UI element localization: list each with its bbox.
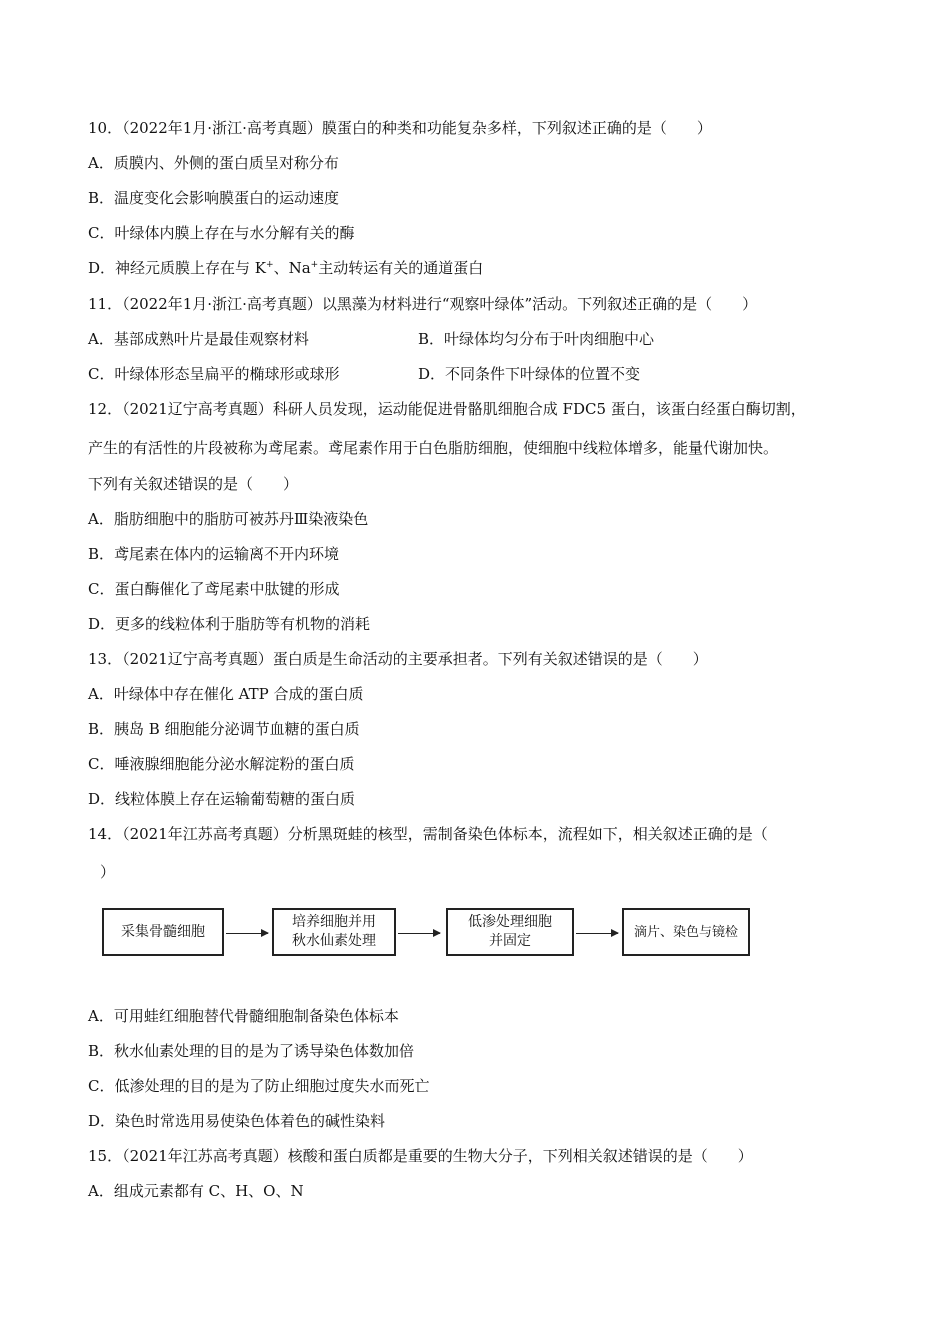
q14-option-c: C．低渗处理的目的是为了防止细胞过度失水而死亡 bbox=[88, 1077, 430, 1095]
flow-step-2: 培养细胞并用 秋水仙素处理 bbox=[272, 908, 396, 956]
q13-option-d: D．线粒体膜上存在运输葡萄糖的蛋白质 bbox=[88, 790, 356, 808]
q10-stem: 10．（2022年1月·浙江·高考真题）膜蛋白的种类和功能复杂多样，下列叙述正确的是（ ） bbox=[88, 119, 712, 137]
q14-option-a: A．可用蛙红细胞替代骨髓细胞制备染色体标本 bbox=[88, 1007, 399, 1025]
q14-stem-line2: ） bbox=[100, 863, 116, 881]
q10-option-d-mid: 、Na bbox=[273, 259, 311, 277]
q13-option-a: A．叶绿体中存在催化 ATP 合成的蛋白质 bbox=[88, 685, 364, 703]
q14-flowchart bbox=[102, 908, 752, 960]
q13-option-b: B．胰岛 B 细胞能分泌调节血糖的蛋白质 bbox=[88, 720, 360, 738]
q12-option-b: B．鸢尾素在体内的运输离不开内环境 bbox=[88, 545, 340, 563]
q11-option-d: D．不同条件下叶绿体的位置不变 bbox=[418, 365, 641, 383]
q11-option-a: A．基部成熟叶片是最佳观察材料 bbox=[88, 330, 309, 348]
q13-stem: 13．（2021辽宁高考真题）蛋白质是生命活动的主要承担者。下列有关叙述错误的是（ ） bbox=[88, 650, 708, 668]
q12-option-c: C．蛋白酶催化了鸢尾素中肽键的形成 bbox=[88, 580, 340, 598]
q10-option-d-sup1: + bbox=[266, 260, 274, 270]
q14-stem-line1: 14．（2021年江苏高考真题）分析黑斑蛙的核型，需制备染色体标本，流程如下，相关叙述正确的是（ bbox=[88, 825, 768, 843]
q12-stem-line2: 产生的有活性的片段被称为鸢尾素。鸢尾素作用于白色脂肪细胞，使细胞中线粒体增多，能量代谢加快。 bbox=[88, 439, 779, 457]
flow-step-3: 低渗处理细胞 并固定 bbox=[446, 908, 574, 956]
q13-option-c: C．唾液腺细胞能分泌水解淀粉的蛋白质 bbox=[88, 755, 355, 773]
flow-step-1: 采集骨髓细胞 bbox=[102, 908, 224, 956]
flow-arrow-1 bbox=[226, 933, 268, 934]
q11-option-b: B．叶绿体均匀分布于叶肉细胞中心 bbox=[418, 330, 655, 348]
q11-stem: 11．（2022年1月·浙江·高考真题）以黑藻为材料进行“观察叶绿体”活动。下列叙述正确的是（ ） bbox=[88, 295, 758, 313]
flow-arrow-2 bbox=[398, 933, 440, 934]
flow-step-4: 滴片、染色与镜检 bbox=[622, 908, 750, 956]
q14-option-d: D．染色时常选用易使染色体着色的碱性染料 bbox=[88, 1112, 386, 1130]
q15-stem: 15．（2021年江苏高考真题）核酸和蛋白质都是重要的生物大分子，下列相关叙述错误的是（ ） bbox=[88, 1147, 753, 1165]
q15-option-a: A．组成元素都有 C、H、O、N bbox=[88, 1182, 304, 1200]
q12-option-a: A．脂肪细胞中的脂肪可被苏丹Ⅲ染液染色 bbox=[88, 510, 369, 528]
q12-option-d: D．更多的线粒体利于脂肪等有机物的消耗 bbox=[88, 615, 371, 633]
q10-option-b: B．温度变化会影响膜蛋白的运动速度 bbox=[88, 189, 340, 207]
q12-stem-line3: 下列有关叙述错误的是（ ） bbox=[88, 475, 299, 493]
q10-option-d-post: 主动转运有关的通道蛋白 bbox=[318, 259, 484, 277]
q10-option-d-pre: D．神经元质膜上存在与 K bbox=[88, 259, 267, 277]
q10-option-d-sup2: + bbox=[310, 260, 319, 270]
flow-arrow-3 bbox=[576, 933, 618, 934]
q10-option-a: A．质膜内、外侧的蛋白质呈对称分布 bbox=[88, 154, 339, 172]
q14-option-b: B．秋水仙素处理的目的是为了诱导染色体数加倍 bbox=[88, 1042, 415, 1060]
q10-option-d bbox=[88, 258, 483, 278]
q11-option-c: C．叶绿体形态呈扁平的椭球形或球形 bbox=[88, 365, 340, 383]
q10-option-c: C．叶绿体内膜上存在与水分解有关的酶 bbox=[88, 224, 355, 242]
q12-stem-line1: 12．（2021辽宁高考真题）科研人员发现，运动能促进骨骼肌细胞合成 FDC5 蛋白，该蛋白经蛋白酶切割， bbox=[88, 400, 806, 418]
